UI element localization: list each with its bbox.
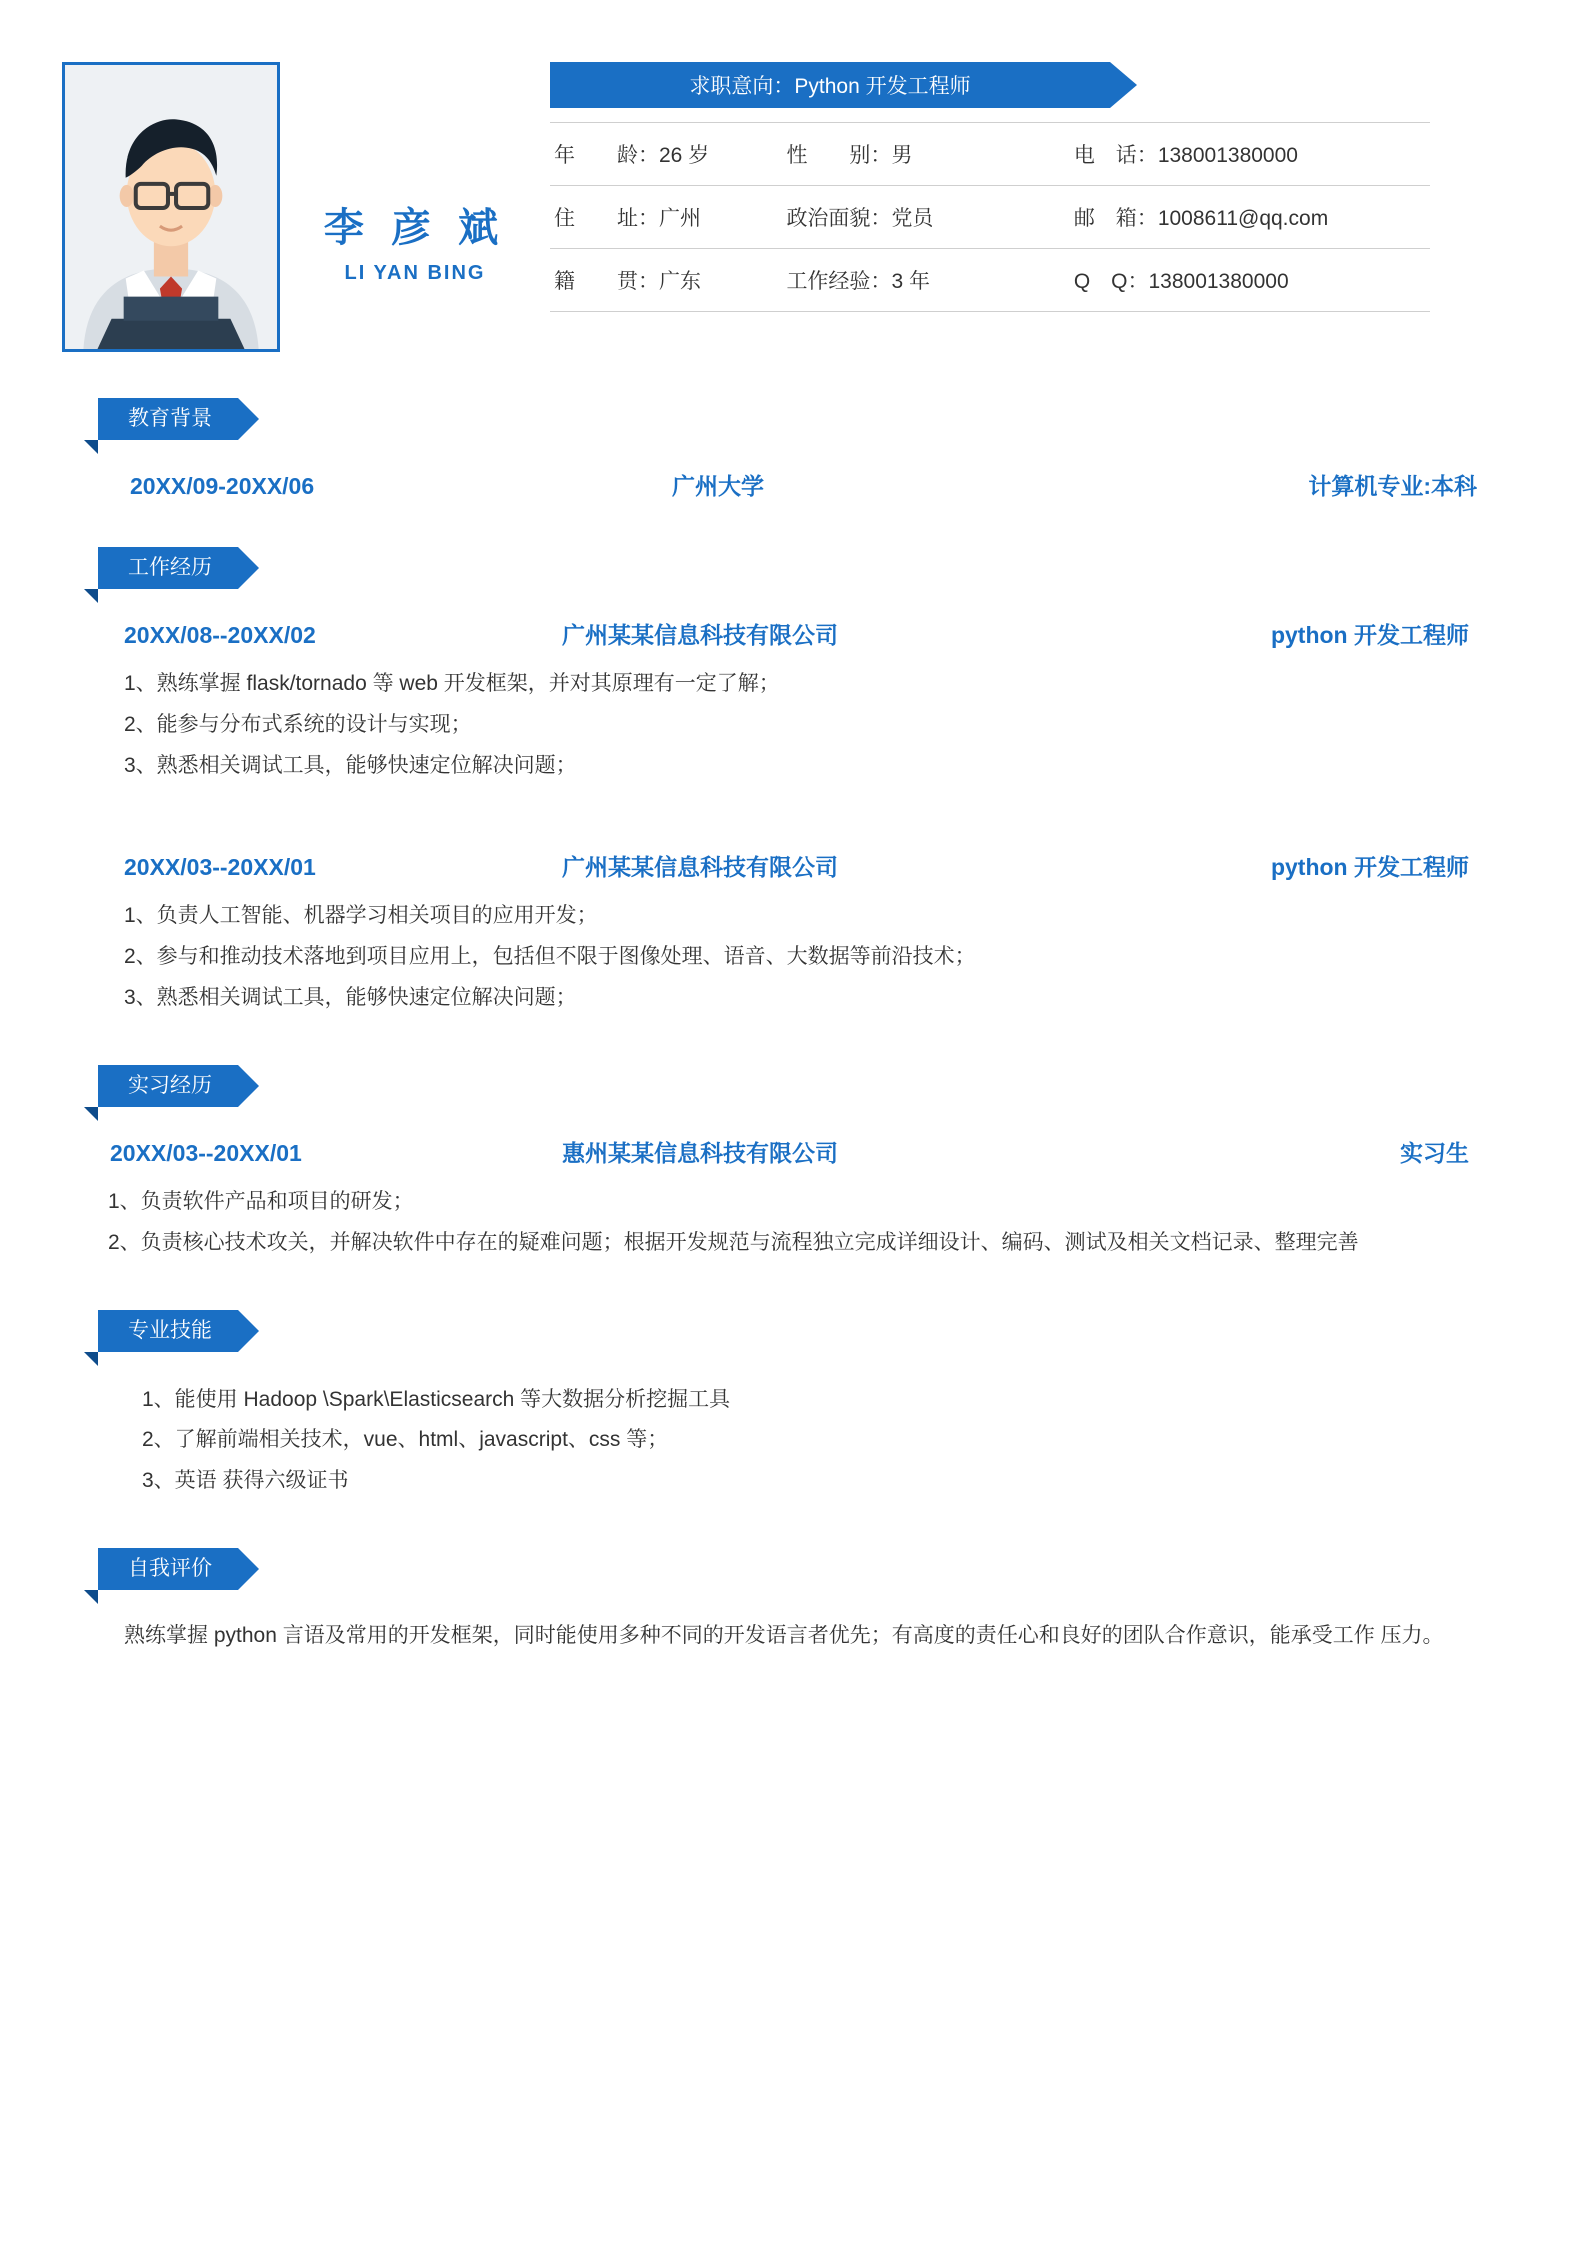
work-entry-2-company: 广州某某信息科技有限公司 (562, 853, 838, 880)
name-block (280, 62, 550, 285)
table-row (550, 123, 1430, 186)
section-header-self-evaluation: 自我评价 (98, 1548, 238, 1590)
avatar (62, 62, 280, 352)
experience-cell (782, 249, 1069, 312)
internship-date: 20XX/03--20XX/01 (110, 1139, 302, 1166)
list-item: 3、英语 获得六级证书 (142, 1469, 349, 1493)
phone-value: 138001380000 (1157, 144, 1298, 167)
gender-value: 男 (891, 144, 913, 167)
list-item: 1、熟练掌握 flask/tornado 等 web 开发框架，并对其原理有一定了解； (124, 672, 780, 695)
list-item: 2、负责核心技术攻关，并解决软件中存在的疑难问题；根据开发规范与流程独立完成详细设计、编码、测试及相关文档记录、整理完善 (108, 1230, 1359, 1254)
political-status-label: 政治面貌： (786, 207, 892, 230)
job-objective-banner: 求职意向：Python 开发工程师 (550, 62, 1110, 108)
list-item: 1、负责人工智能、机器学习相关项目的应用开发； (124, 903, 598, 927)
education-entry (62, 468, 1525, 501)
work-entry-1-heading (62, 617, 1525, 650)
name-english: LI YAN BING (344, 262, 486, 284)
section-header-skills: 专业技能 (98, 1310, 238, 1352)
phone-label: 电 话： (1073, 144, 1158, 167)
list-item: 2、能参与分布式系统的设计与实现； (124, 712, 472, 736)
qq-value: 138001380000 (1148, 270, 1289, 293)
section-header-work: 工作经历 (98, 547, 238, 589)
political-status-cell (782, 186, 1069, 249)
section-header-education: 教育背景 (98, 398, 238, 440)
contact-info-block (550, 62, 1525, 312)
internship-bullets (62, 1182, 1525, 1264)
gender-cell (782, 123, 1069, 186)
name-chinese: 李 彦 斌 (323, 206, 507, 250)
work-entry-1-company: 广州某某信息科技有限公司 (562, 622, 838, 648)
work-entry-1-position: python 开发工程师 (1270, 622, 1469, 648)
list-item: 3、熟悉相关调试工具，能够快速定位解决问题； (124, 985, 577, 1009)
political-status-value: 党员 (891, 207, 934, 230)
email-label: 邮 箱： (1073, 207, 1158, 230)
list-item: 2、了解前端相关技术，vue、html、javascript、css 等； (142, 1428, 669, 1452)
age-value: 26 岁 (659, 144, 710, 167)
address-cell (550, 186, 782, 249)
resume-header (62, 0, 1525, 352)
address-value: 广州 (659, 207, 701, 230)
spacer (62, 787, 1525, 821)
phone-cell (1070, 123, 1430, 186)
experience-label: 工作经验： (786, 270, 892, 293)
hometown-label: 籍 贯： (554, 270, 659, 293)
list-item: 2、参与和推动技术落地到项目应用上，包括但不限于图像处理、语音、大数据等前沿技术； (124, 944, 976, 968)
work-entry-2-position: python 开发工程师 (1270, 853, 1469, 880)
list-item: 1、能使用 Hadoop \Spark\Elasticsearch 等大数据分析挖掘工具 (142, 1387, 731, 1411)
internship-company: 惠州某某信息科技有限公司 (562, 1139, 838, 1166)
section-header-internship: 实习经历 (98, 1065, 238, 1107)
list-item: 1、负责软件产品和项目的研发； (108, 1189, 414, 1213)
contact-info-table (550, 122, 1430, 312)
table-row (550, 186, 1430, 249)
internship-position: 实习生 (1400, 1139, 1469, 1166)
work-entry-2-heading (62, 849, 1525, 882)
qq-cell (1070, 249, 1430, 312)
education-major: 计算机专业:本科 (1308, 473, 1477, 499)
avatar-illustration (65, 65, 277, 349)
work-entry-2-bullets (62, 896, 1525, 1019)
email-value: 1008611@qq.com (1157, 207, 1329, 230)
work-entry-1-date: 20XX/08--20XX/02 (124, 622, 316, 648)
address-label: 住 址： (554, 207, 659, 230)
age-cell (550, 123, 782, 186)
hometown-value: 广东 (659, 270, 701, 293)
list-item: 3、熟悉相关调试工具，能够快速定位解决问题； (124, 753, 577, 777)
table-row (550, 249, 1430, 312)
education-date: 20XX/09-20XX/06 (130, 473, 315, 499)
experience-value: 3 年 (891, 270, 930, 293)
hometown-cell (550, 249, 782, 312)
gender-label: 性 别： (786, 144, 892, 167)
work-entry-1-bullets (62, 664, 1525, 787)
age-label: 年 龄： (554, 144, 659, 167)
qq-label: Q Q： (1073, 270, 1149, 293)
internship-entry-heading (62, 1135, 1525, 1168)
skills-list (62, 1380, 1525, 1503)
education-school: 广州大学 (672, 473, 764, 499)
email-cell (1070, 186, 1430, 249)
work-entry-2-date: 20XX/03--20XX/01 (124, 853, 316, 880)
self-evaluation-text: 熟练掌握 python 言语及常用的开发框架，同时能使用多种不同的开发语言者优先；有高度的责任心和良好的团队合作意识，能承受工作 压力。 (124, 1624, 1444, 1648)
